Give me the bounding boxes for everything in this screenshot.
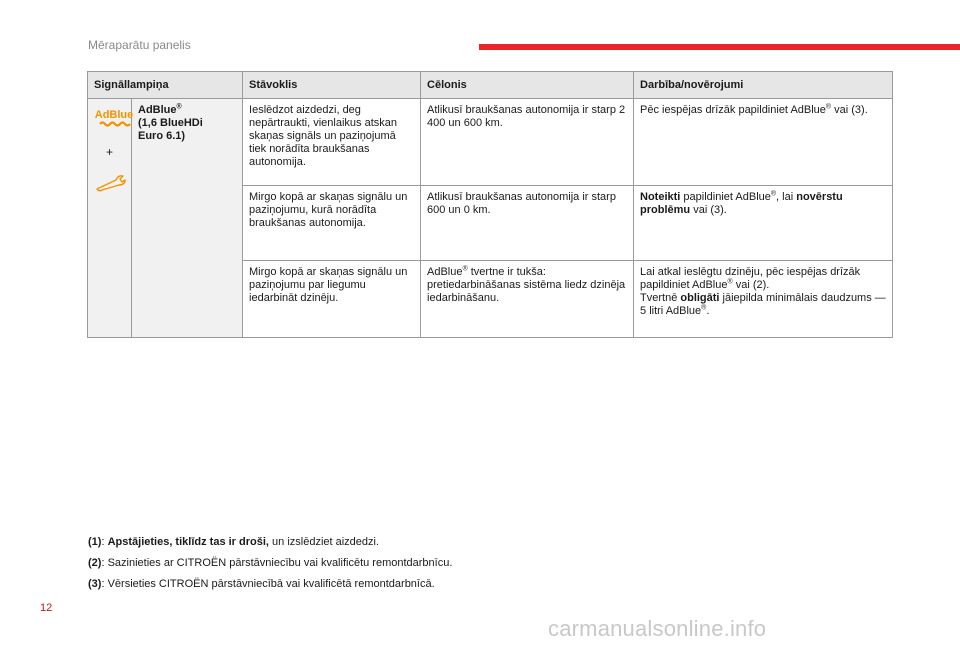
section-title: Mēraparātu panelis (88, 38, 191, 52)
footnote: (2): Sazinieties ar CITROËN pārstāvniecību vai kvalificētu remontdarbnīcu. (88, 557, 453, 569)
lamp-euro: Euro 6.1) (138, 130, 186, 142)
column-header: Darbība/novērojumi (634, 72, 893, 99)
lamp-model: (1,6 BlueHDi (138, 117, 203, 129)
registered-mark: ® (176, 103, 182, 111)
state-cell: Mirgo kopā ar skaņas signālu un paziņojumu, kurā norādīta braukšanas autonomija. (243, 186, 421, 261)
column-header: Stāvoklis (243, 72, 421, 99)
wrench-icon (94, 173, 128, 193)
column-header: Signāllampiņa (88, 72, 243, 99)
watermark: carmanualsonline.info (548, 616, 767, 641)
column-header: Cēlonis (421, 72, 634, 99)
table-header-row (88, 72, 893, 99)
cause-cell: Atlikusī braukšanas autonomija ir starp 2 400 un 600 km. (421, 99, 634, 186)
state-cell: Mirgo kopā ar skaņas signālu un paziņojumu par liegumu iedarbināt dzinēju. (243, 261, 421, 338)
table-row (88, 99, 893, 186)
state-cell: Ieslēdzot aizdedzi, deg nepārtraukti, vienlaikus atskan skaņas signāls un paziņojumā tiek norādīta braukšanas autonomija. (243, 99, 421, 186)
action-cell: Lai atkal ieslēgtu dzinēju, pēc iespējas drīzāk papildiniet AdBlue® vai (2). Tvertnē obligāti jāiepilda minimālais daudzums — 5 litri AdBlue®. (634, 261, 893, 338)
footnote: (3): Vērsieties CITROËN pārstāvniecībā vai kvalificētā remontdarbnīcā. (88, 578, 435, 590)
adblue-logo-text: AdBlue (94, 109, 134, 121)
lamp-name: AdBlue (138, 104, 177, 116)
plus-sign: + (105, 145, 113, 159)
cause-cell: Atlikusī braukšanas autonomija ir starp 600 un 0 km. (421, 186, 634, 261)
action-cell: Noteikti papildiniet AdBlue®, lai novērstu problēmu vai (3). (634, 186, 893, 261)
lamp-icon-cell (88, 99, 132, 338)
header-accent-bar (479, 44, 960, 50)
adblue-logo-icon (94, 108, 134, 130)
page-number: 12 (40, 602, 53, 614)
cause-cell: AdBlue® tvertne ir tukša: pretiedarbināšanas sistēma liedz dzinēja iedarbināšanu. (421, 261, 634, 338)
footnotes (88, 536, 452, 599)
footnote: (1): Apstājieties, tiklīdz tas ir droši, un izslēdziet aizdedzi. (88, 536, 380, 548)
action-cell: Pēc iespējas drīzāk papildiniet AdBlue® vai (3). (634, 99, 893, 186)
lamp-name-cell (132, 99, 243, 338)
warning-lamp-table (87, 71, 893, 338)
